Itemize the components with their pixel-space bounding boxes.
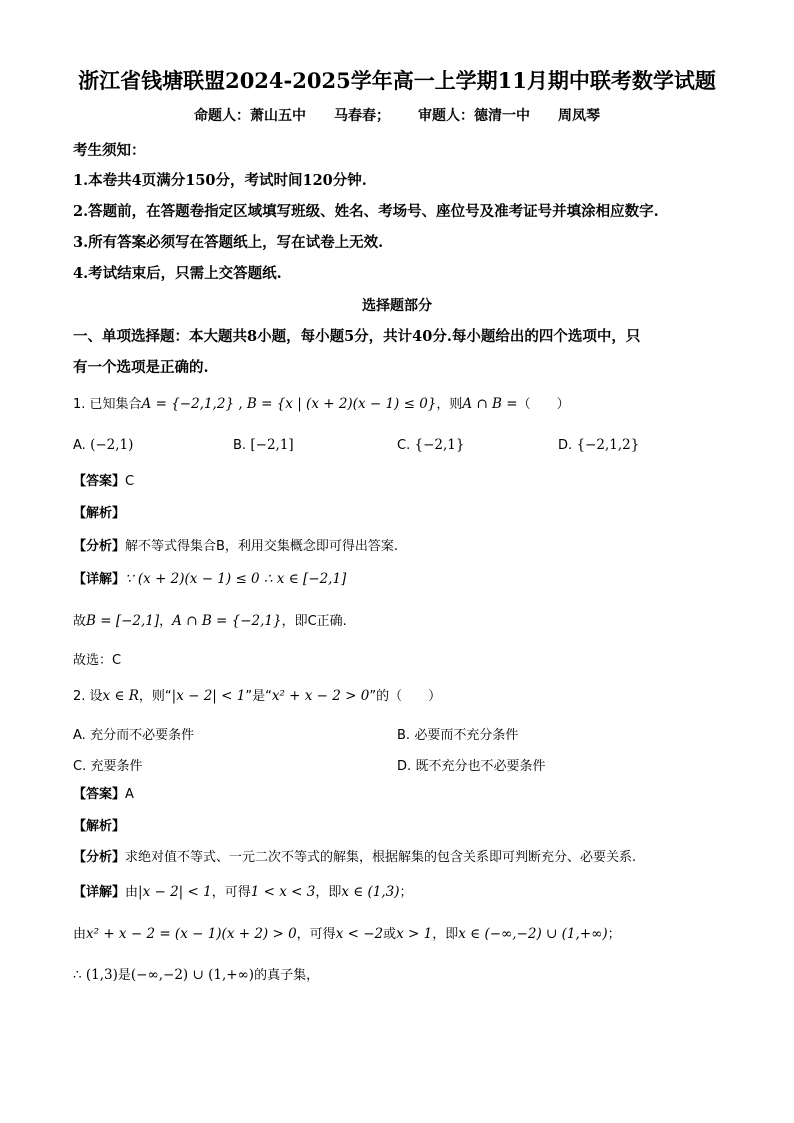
q2-option-d: D. 既不充分也不必要条件 [397,759,546,774]
q2-xiangjie-2: 由x² + x − 2 = (x − 1)(x + 2) > 0，可得x < −2或x > 1，即x ∈ (−∞,−2) ∪ (1,+∞)； [73,926,621,942]
q1-conclusion: 故B = [−2,1]，A ∩ B = {−2,1}，即C正确. [73,613,347,629]
q1-option-b: B. [−2,1] [233,437,294,453]
part1-heading-line2: 有一个选项是正确的. [73,359,209,376]
q2-option-b: B. 必要而不充分条件 [397,728,519,743]
setter-label: 命题人：萧山五中 [194,108,306,124]
q1-paren-open: （ [517,397,531,412]
q1-stem [73,396,570,413]
section-title: 选择题部分 [362,298,432,314]
q1-analysis-tag: 【解析】 [73,506,126,521]
setter-name: 马春春； [334,108,390,124]
q1-sep: , [234,396,247,412]
q2-option-a: A. 充分而不必要条件 [73,728,195,743]
q1-answer: 【答案】C [73,474,135,489]
q2-answer: 【答案】A [73,787,134,802]
q1-prefix: 1. 已知集合 [73,397,142,412]
q2-option-c: C. 充要条件 [73,759,143,774]
q2-analysis-tag: 【解析】 [73,819,126,834]
q1-setB: B = {x | (x + 2)(x − 1) ≤ 0} [246,396,437,412]
byline [0,108,794,125]
q1-then: ，则 [436,397,463,412]
q1-ask: A ∩ B = [462,396,518,412]
q1-option-a: A. (−2,1) [73,437,134,453]
q1-option-c: C. {−2,1} [397,437,465,453]
notice-item-1: 1.本卷共4页满分150分，考试时间120分钟. [73,172,367,189]
q2-stem: 2. 设x ∈ R，则“|x − 2| < 1”是“x² + x − 2 > 0”的（ ） [73,688,442,704]
q1-fenxi: 【分析】解不等式得集合B，利用交集概念即可得出答案. [73,539,399,554]
q2-xiangjie-3: ∴ (1,3)是(−∞,−2) ∪ (1,+∞)的真子集， [73,967,320,983]
q1-option-d: D. {−2,1,2} [558,437,640,453]
part1-heading-line1: 一、单项选择题：本大题共8小题，每小题5分，共计40分.每小题给出的四个选项中，只 [73,328,641,345]
q2-xiangjie-1: 【详解】由|x − 2| < 1，可得1 < x < 3，即x ∈ (1,3)； [73,884,413,900]
reviewer-name: 周凤琴 [558,108,600,124]
notice-heading: 考生须知： [73,142,146,159]
notice-item-4: 4.考试结束后，只需上交答题纸. [73,265,282,282]
q1-setA: A = {−2,1,2} [141,396,235,412]
q1-paren-close: ） [556,397,570,412]
q2-fenxi: 【分析】求绝对值不等式、一元二次不等式的解集，根据解集的包含关系即可判断充分、必要关系. [73,850,637,865]
notice-item-2: 2.答题前，在答题卷指定区域填写班级、姓名、考场号、座位号及准考证号并填涂相应数字. [73,203,659,220]
q1-xiangjie: 【详解】∵ (x + 2)(x − 1) ≤ 0 ∴ x ∈ [−2,1] [73,571,347,587]
q1-choose: 故选：C [73,653,122,668]
page-title: 浙江省钱塘联盟2024-2025学年高一上学期11月期中联考数学试题 [78,68,716,93]
reviewer-label: 审题人：德清一中 [418,108,530,124]
notice-item-3: 3.所有答案必须写在答题纸上，写在试卷上无效. [73,234,384,251]
